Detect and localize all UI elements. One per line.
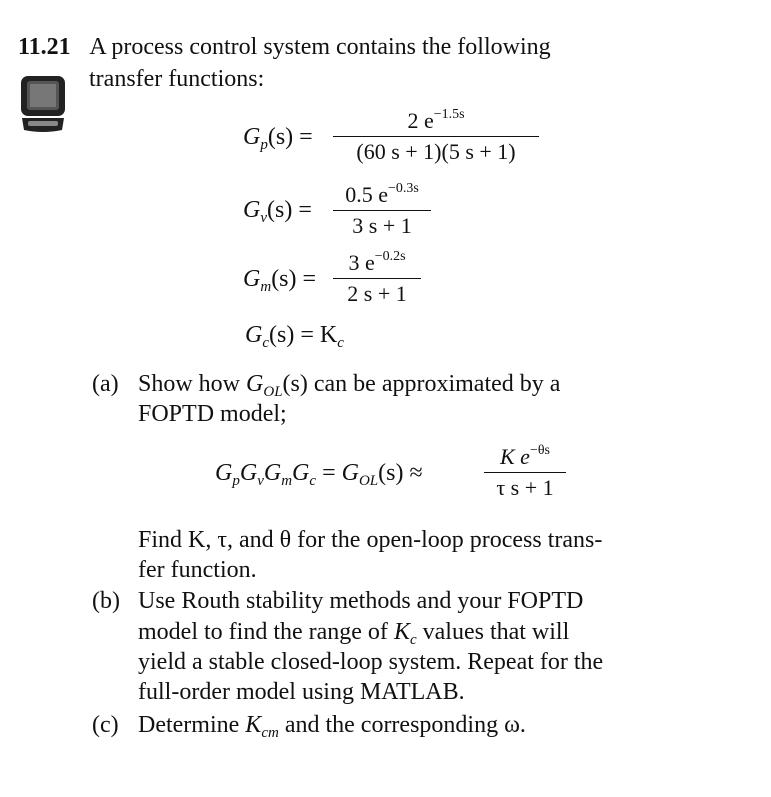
gp-lhs: $G_p(s)$ =: [243, 124, 313, 153]
part-a-label: (a): [92, 371, 119, 397]
problem-intro-line2: transfer functions:: [89, 66, 265, 92]
gv-numerator: 0.5 $e^{-0.3s}$: [345, 181, 419, 207]
part-c-label: (c): [92, 712, 119, 738]
part-b-line3: yield a stable closed-loop system. Repeat for the: [138, 649, 604, 675]
part-a-find-line2: fer function.: [138, 557, 257, 583]
gv-lhs: $G_v(s)$ =: [243, 197, 312, 226]
gp-fraction: [333, 108, 539, 165]
gp-numerator: 2 $e^{-1.5s}$: [407, 107, 465, 133]
approx-fraction: [484, 444, 566, 501]
part-a-line2: FOPTD model;: [138, 401, 287, 427]
problem-header: [18, 32, 551, 62]
part-c-line: Determine $K_{cm}$ and the corresponding ω.: [138, 712, 526, 741]
part-a-find-line1: Find K, τ, and θ for the open-loop process trans-: [138, 527, 603, 553]
computer-icon: [18, 74, 68, 134]
gm-denominator: 2 s + 1: [347, 281, 407, 306]
part-b-line1: Use Routh stability methods and your FOPTD: [138, 588, 584, 614]
part-a-line1: Show how $G_{OL}(s)$ can be approximated by a: [138, 371, 561, 400]
gm-numerator: 3 $e^{-0.2s}$: [348, 249, 406, 275]
gv-fraction: [333, 182, 431, 239]
approx-lhs: $G_pG_vG_mG_c = G_{OL}(s)$ ≈: [215, 460, 423, 489]
gp-denominator: (60 s + 1)(5 s + 1): [356, 139, 516, 164]
gv-denominator: 3 s + 1: [352, 213, 412, 238]
gc-equation: $G_c(s) = K_c$: [245, 322, 344, 351]
part-b-line2: model to find the range of $K_c$ values that will: [138, 619, 570, 648]
part-b-label: (b): [92, 588, 120, 614]
approx-numerator: K $e^{-\theta s}$: [499, 443, 550, 469]
problem-number: 11.21: [18, 34, 71, 60]
gm-fraction: [333, 250, 421, 307]
part-b-line4: full-order model using MATLAB.: [138, 679, 465, 705]
problem-intro-line1: A process control system contains the following: [89, 34, 551, 60]
approx-denominator: τ s + 1: [496, 475, 554, 500]
gm-lhs: $G_m(s)$ =: [243, 266, 317, 295]
